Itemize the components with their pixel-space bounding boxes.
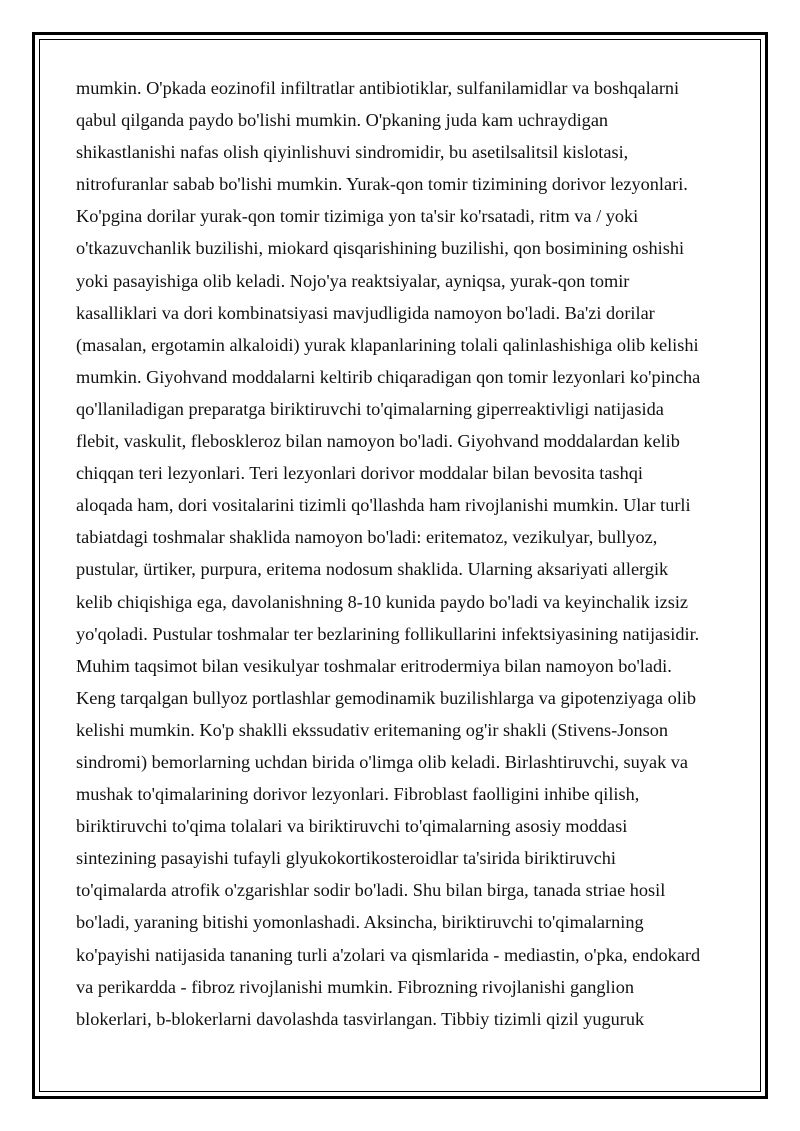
text-line: pustular, ürtiker, purpura, eritema nodosum shaklida. Ularning aksariyati allergik [76, 559, 669, 580]
text-line: Keng tarqalgan bullyoz portlashlar gemodinamik buzilishlarga va gipotenziyaga olib [76, 687, 697, 708]
text-line: kasalliklari va dori kombinatsiyasi mavjudligida namoyon bo'ladi. Ba'zi dorilar [76, 302, 655, 323]
text-line: aloqada ham, dori vositalarini tizimli qo'llashda ham rivojlanishi mumkin. Ular turli [76, 495, 691, 516]
text-line: (masalan, ergotamin alkaloidi) yurak klapanlarining tolali qalinlashishiga olib kelishi [76, 334, 699, 355]
text-line: va perikardda - fibroz rivojlanishi mumkin. Fibrozning rivojlanishi ganglion [76, 976, 634, 997]
text-line: flebit, vaskulit, fleboskleroz bilan namoyon bo'ladi. Giyohvand moddalardan kelib [76, 431, 680, 452]
text-line: o'tkazuvchanlik buzilishi, miokard qisqarishining buzilishi, qon bosimining oshishi [76, 238, 685, 259]
text-line: nitrofuranlar sabab bo'lishi mumkin. Yurak-qon tomir tizimining dorivor lezyonlari. [76, 174, 688, 195]
text-line: Muhim taqsimot bilan vesikulyar toshmalar eritrodermiya bilan namoyon bo'ladi. [76, 655, 672, 676]
text-line: kelib chiqishiga ega, davolanishning 8-10 kunida paydo bo'ladi va keyinchalik izsiz [76, 591, 689, 612]
text-line: qabul qilganda paydo bo'lishi mumkin. O'pkaning juda kam uchraydigan [76, 110, 609, 131]
text-line: biriktiruvchi to'qima tolalari va biriktiruvchi to'qimalarning asosiy moddasi [76, 816, 628, 837]
text-line: ko'payishi natijasida tananing turli a'zolari va qismlarida - mediastin, o'pka, endokard [76, 944, 701, 965]
text-line: sintezining pasayishi tufayli glyukokortikosteroidlar ta'sirida biriktiruvchi [76, 848, 616, 869]
text-line: mushak to'qimalarining dorivor lezyonlari. Fibroblast faolligini inhibe qilish, [76, 784, 640, 805]
text-line: mumkin. Giyohvand moddalarni keltirib chiqaradigan qon tomir lezyonlari ko'pincha [76, 366, 701, 387]
text-line: qo'llaniladigan preparatga biriktiruvchi to'qimalarning giperreaktivligi natijasida [76, 398, 664, 419]
text-line: blokerlari, b-blokerlarni davolashda tasvirlangan. Tibbiy tizimli qizil yuguruk [76, 1008, 645, 1029]
text-line: chiqqan teri lezyonlari. Teri lezyonlari dorivor moddalar bilan bevosita tashqi [76, 463, 643, 484]
text-line: mumkin. O'pkada eozinofil infiltratlar antibiotiklar, sulfanilamidlar va boshqalarni [76, 78, 680, 98]
text-line: shikastlanishi nafas olish qiyinlishuvi sindromidir, bu asetilsalitsil kislotasi, [76, 142, 629, 163]
text-line: tabiatdagi toshmalar shaklida namoyon bo'ladi: eritematoz, vezikulyar, bullyoz, [76, 527, 658, 548]
text-line: kelishi mumkin. Ko'p shaklli ekssudativ eritemaning og'ir shakli (Stivens-Jonson [76, 719, 669, 740]
text-line: Ko'pgina dorilar yurak-qon tomir tizimiga yon ta'sir ko'rsatadi, ritm va / yoki [76, 206, 639, 227]
text-line: to'qimalarda atrofik o'zgarishlar sodir bo'ladi. Shu bilan birga, tanada striae hosil [76, 880, 666, 901]
text-line: yoki pasayishiga olib keladi. Nojo'ya reaktsiyalar, ayniqsa, yurak-qon tomir [76, 270, 630, 291]
text-line: bo'ladi, yaraning bitishi yomonlashadi. Aksincha, biriktiruvchi to'qimalarning [76, 912, 644, 933]
body-text [76, 72, 726, 1035]
text-line: yo'qoladi. Pustular toshmalar ter bezlarining follikullarini infektsiyasining natijasidir. [76, 623, 700, 644]
text-line: sindromi) bemorlarning uchdan birida o'limga olib keladi. Birlashtiruvchi, suyak va [76, 751, 689, 772]
